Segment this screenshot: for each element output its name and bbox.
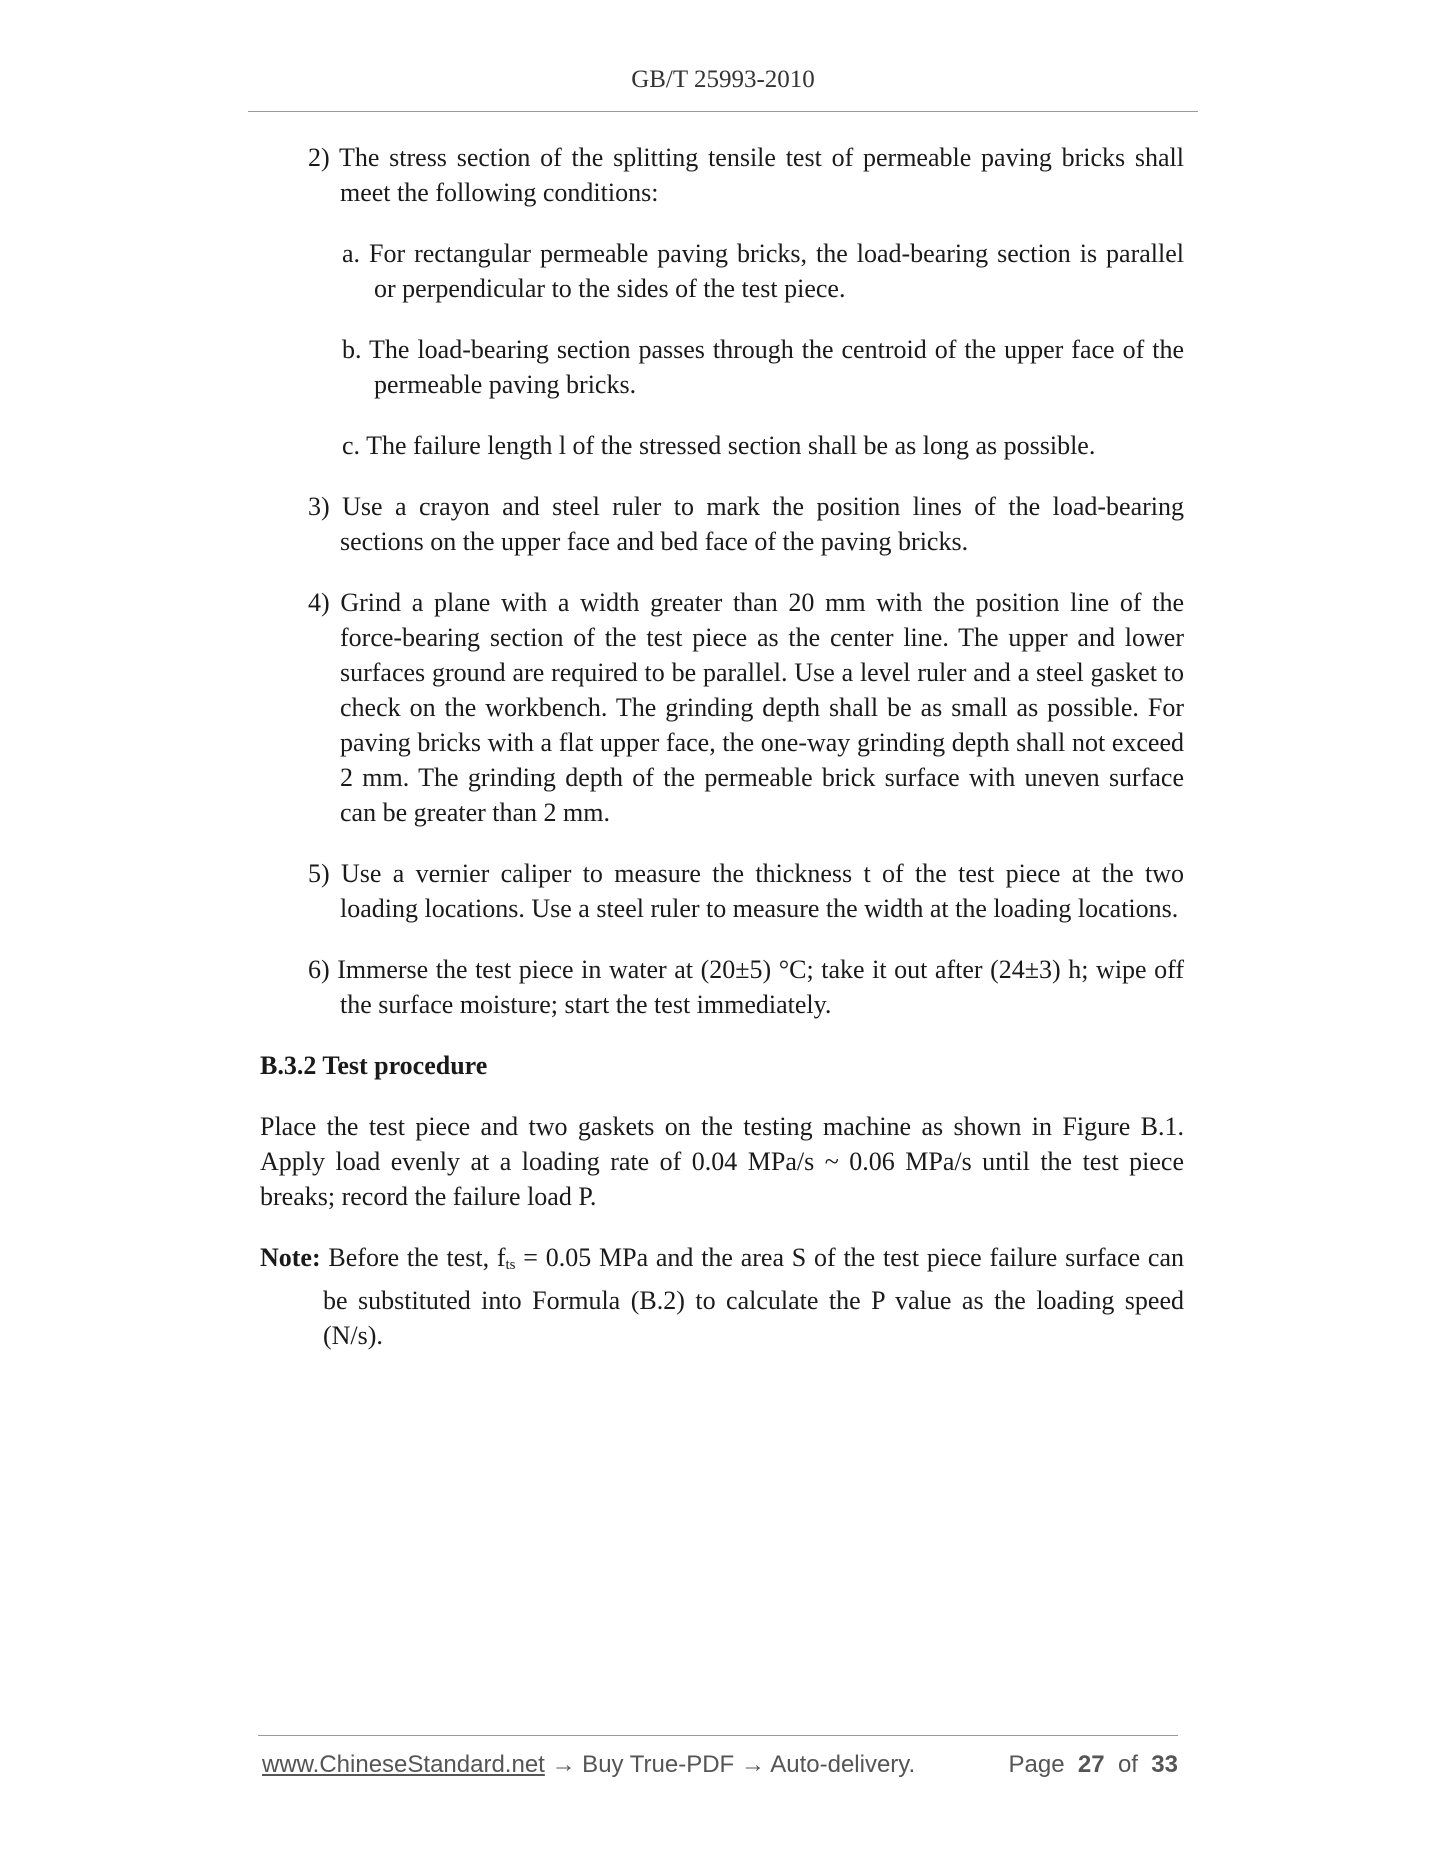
website-link[interactable]: www.ChineseStandard.net — [262, 1751, 545, 1778]
note-text-before: Before the test, f — [320, 1243, 506, 1272]
promo-text: → Buy True-PDF → Auto-delivery. — [544, 1751, 916, 1778]
footer-divider — [258, 1735, 1178, 1736]
list-item-5: 5) Use a vernier caliper to measure the thickness t of the test piece at the two loading locations. Use a steel ruler to measure the width at the loading locations. — [308, 859, 1184, 923]
sub-item-a: a. For rectangular permeable paving bricks, the load-bearing section is parallel or perpendicular to the sides of the test piece. — [342, 239, 1184, 303]
note-subscript: ts — [505, 1257, 516, 1273]
list-item-2: 2) The stress section of the splitting tensile test of permeable paving bricks shall meet the following conditions: — [308, 143, 1184, 207]
page-content — [260, 140, 1184, 1353]
header-divider — [248, 111, 1198, 112]
page-label: Page — [1008, 1751, 1065, 1778]
list-item-3: 3) Use a crayon and steel ruler to mark the position lines of the load-bearing sections on the upper face and bed face of the paving bricks. — [308, 492, 1184, 556]
list-item-4: 4) Grind a plane with a width greater than 20 mm with the position line of the force-bearing section of the test piece as the center line. The upper and lower surfaces ground are required to be parallel. Use a level ruler and a steel gasket to check on the workbench. The grinding depth shall be as small as possible. For paving bricks with a flat upper face, the one-way grinding depth shall not exceed 2 mm. The grinding depth of the permeable brick surface with uneven surface can be greater than 2 mm. — [308, 588, 1184, 827]
sub-item-c: c. The failure length l of the stressed section shall be as long as possible. — [342, 431, 1096, 460]
sub-item-b: b. The load-bearing section passes through the centroid of the upper face of the permeable paving bricks. — [342, 335, 1184, 399]
note-paragraph — [260, 1240, 1184, 1353]
note-label: Note: — [260, 1243, 321, 1272]
section-paragraph: Place the test piece and two gaskets on the testing machine as shown in Figure B.1. Apply load evenly at a loading rate of 0.04 MPa/s ~ 0.06 MPa/s until the test piece breaks; record the failure load P. — [260, 1112, 1184, 1211]
page-current: 27 — [1077, 1751, 1105, 1778]
page-indicator — [1008, 1751, 1178, 1779]
document-header: GB/T 25993-2010 — [631, 66, 815, 93]
page-total: 33 — [1151, 1751, 1178, 1778]
list-item-6: 6) Immerse the test piece in water at (20±5) °C; take it out after (24±3) h; wipe off the surface moisture; start the test immediately. — [308, 955, 1184, 1019]
page-footer — [262, 1751, 1178, 1779]
page-of: of — [1117, 1751, 1138, 1778]
note-text-after: = 0.05 MPa and the area S of the test piece failure surface can be substituted into Formula (B.2) to calculate the P value as the loading speed (N/s). — [323, 1243, 1184, 1350]
section-heading: B.3.2 Test procedure — [260, 1051, 488, 1080]
